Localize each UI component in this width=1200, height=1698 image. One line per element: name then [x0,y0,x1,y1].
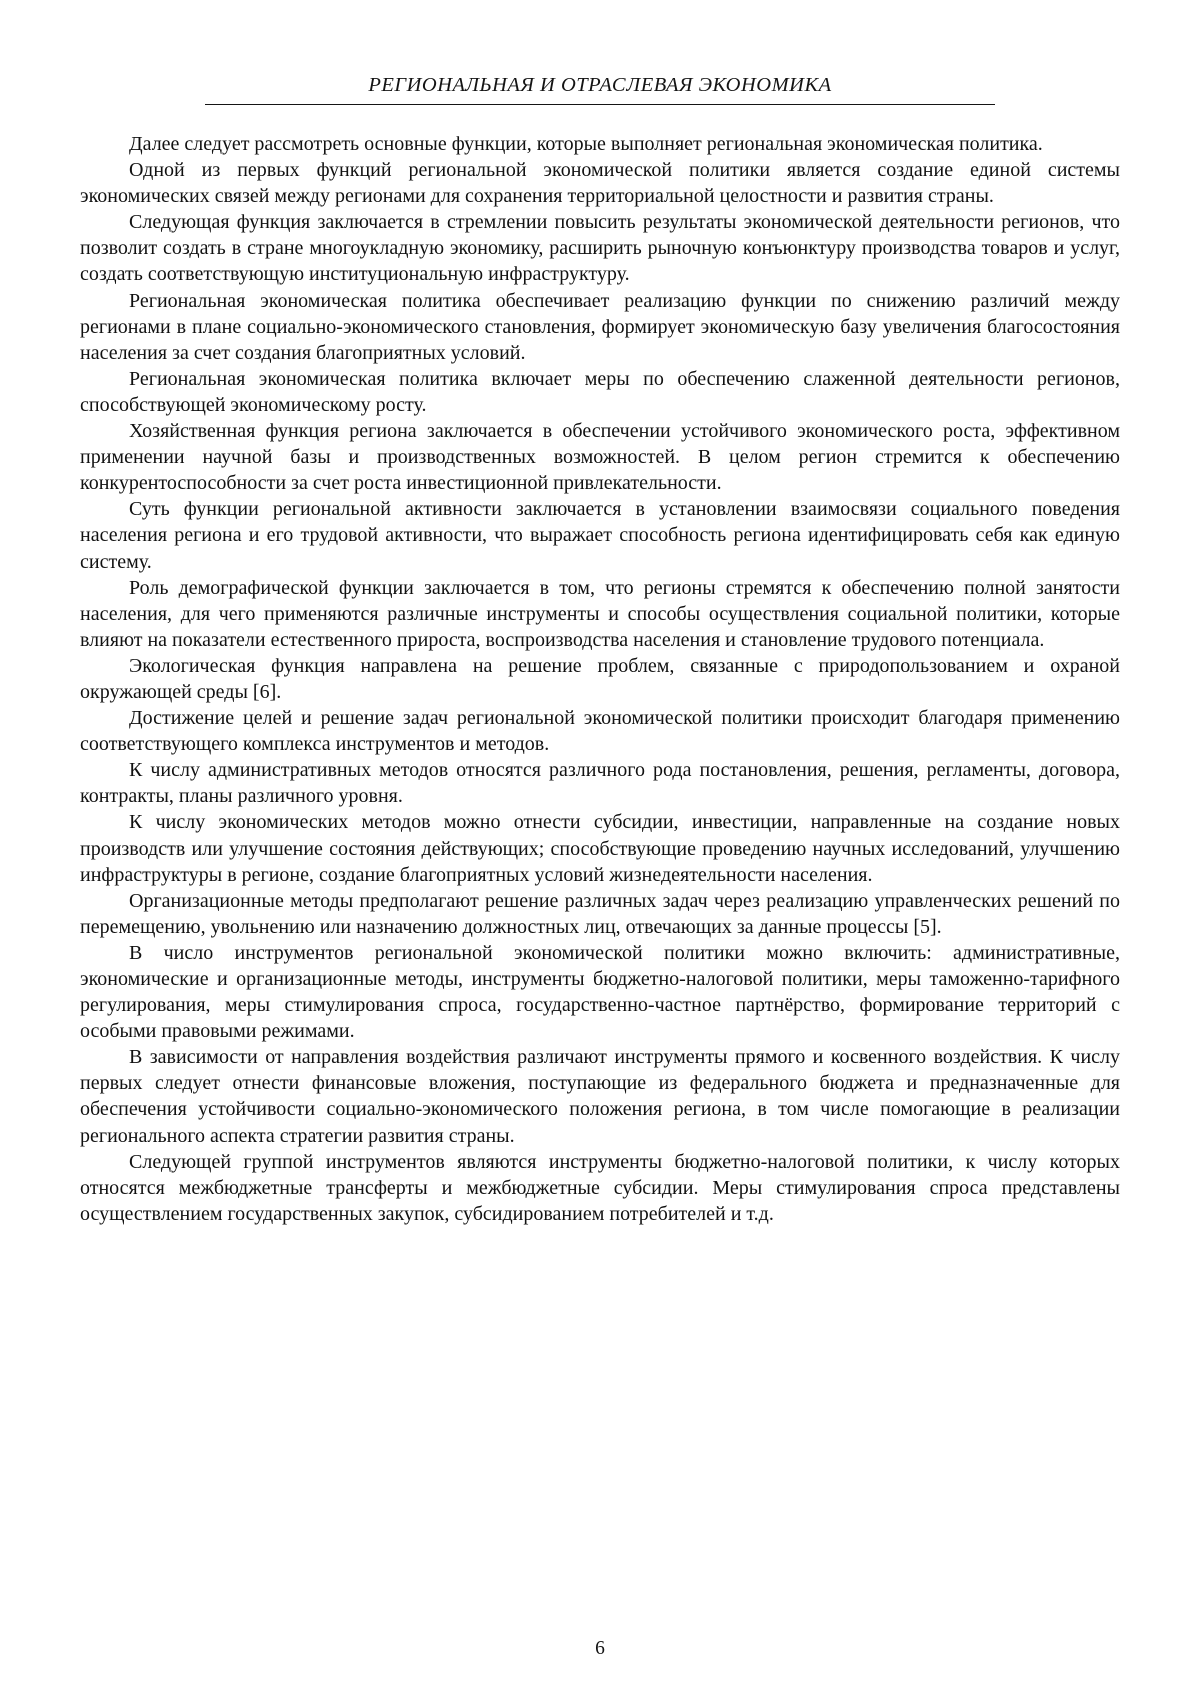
paragraph: Далее следует рассмотреть основные функции, которые выполняет региональная экономическая политика. [129,133,1043,155]
paragraph: Следующая функция заключается в стремлении повысить результаты экономической деятельности регионов, что позволит создать в стране многоукладную экономику, расширить рыночную конъюнктуру производства товаров и услуг, создать соответствующую институциональную инфраструктуру. [80,211,1120,286]
paragraph: Одной из первых функций региональной экономической политики является создание единой системы экономических связей между регионами для сохранения территориальной целостности и развития страны. [80,159,1120,208]
paragraph: К числу экономических методов можно отнести субсидии, инвестиции, направленные на создание новых производств или улучшение состояния действующих; способствующие проведению научных исследований, улучшению инфраструктуры в регионе, создание благоприятных условий жизнедеятельности населения. [80,811,1120,886]
running-head: РЕГИОНАЛЬНАЯ И ОТРАСЛЕВАЯ ЭКОНОМИКА [368,74,832,96]
paragraph: Экологическая функция направлена на решение проблем, связанные с природопользованием и охраной окружающей среды [6]. [80,654,1120,703]
header-rule [205,104,995,105]
paragraph: Организационные методы предполагают решение различных задач через реализацию управленческих решений по перемещению, увольнению или назначению должностных лиц, отвечающих за данные процессы [5]. [80,889,1120,938]
page-number: 6 [595,1638,605,1659]
paragraph: Роль демографической функции заключается в том, что регионы стремятся к обеспечению полной занятости населения, для чего применяются различные инструменты и способы осуществления социальной политики, которые влияют на показатели естественного прироста, воспроизводства населения и становление трудового потенциала. [80,576,1120,651]
paragraph: Региональная экономическая политика обеспечивает реализацию функции по снижению различий между регионами в плане социально-экономического становления, формирует экономическую базу увеличения благосостояния населения за счет создания благоприятных условий. [80,289,1120,364]
paragraph: Достижение целей и решение задач региональной экономической политики происходит благодаря применению соответствующего комплекса инструментов и методов. [80,707,1120,756]
paragraph: В зависимости от направления воздействия различают инструменты прямого и косвенного воздействия. К числу первых следует отнести финансовые вложения, поступающие из федерального бюджета и предназначенные для обеспечения устойчивости социально-экономического положения региона, в том числе помогающие в реализации регионального аспекта стратегии развития страны. [80,1046,1120,1147]
paragraph: Хозяйственная функция региона заключается в обеспечении устойчивого экономического роста, эффективном применении научной базы и производственных возможностей. В целом регион стремится к обеспечению конкурентоспособности за счет роста инвестиционной привлекательности. [80,420,1120,495]
paragraph: Суть функции региональной активности заключается в установлении взаимосвязи социального поведения населения региона и его трудовой активности, что выражает способность региона идентифицировать себя как единую систему. [80,498,1120,573]
paragraph: В число инструментов региональной экономической политики можно включить: административные, экономические и организационные методы, инструменты бюджетно-налоговой политики, меры таможенно-тарифного регулирования, меры стимулирования спроса, государственно-частное партнёрство, формирование территорий с особыми правовыми режимами. [80,941,1120,1043]
paragraph: Следующей группой инструментов являются инструменты бюджетно-налоговой политики, к числу которых относятся межбюджетные трансферты и межбюджетные субсидии. Меры стимулирования спроса представлены осуществлением государственных закупок, субсидированием потребителей и т.д. [80,1150,1120,1225]
paragraph: Региональная экономическая политика включает меры по обеспечению слаженной деятельности регионов, способствующей экономическому росту. [80,367,1120,416]
paragraph: К числу административных методов относятся различного рода постановления, решения, регламенты, договора, контракты, планы различного уровня. [80,759,1120,808]
body-text [80,131,1120,1227]
